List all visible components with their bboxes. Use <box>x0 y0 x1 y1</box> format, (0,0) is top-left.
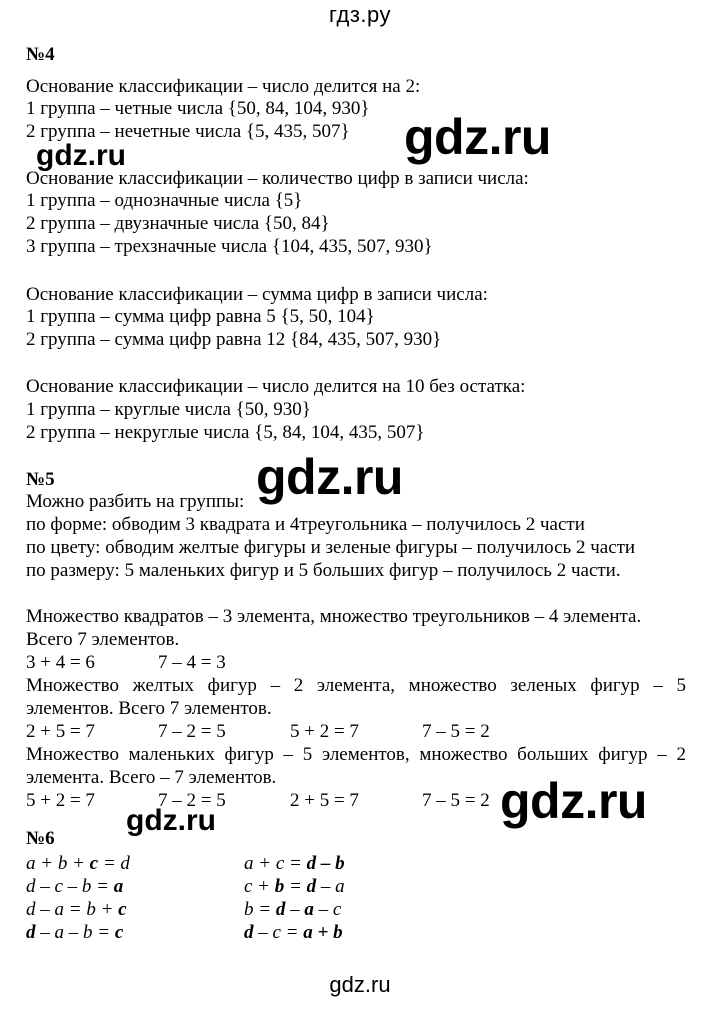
watermark: gdz.ru <box>256 449 403 505</box>
task-4-line: 1 группа – сумма цифр равна 5 {5, 50, 104} <box>26 306 375 327</box>
task-6-title: №6 <box>26 828 55 849</box>
task-5-line: элемента. Всего – 7 элементов. <box>26 767 277 788</box>
equation: 2 + 5 = 7 <box>290 790 359 811</box>
task-4-line: Основание классификации – количество цифр в записи числа: <box>26 168 529 189</box>
formula-left: d – a = b + c <box>26 899 127 920</box>
equation: 7 – 5 = 2 <box>422 790 490 811</box>
site-header: гдз.ру <box>328 2 392 27</box>
equation: 3 + 4 = 6 <box>26 652 95 673</box>
task-4-line: 2 группа – некруглые числа {5, 84, 104, 435, 507} <box>26 422 425 443</box>
watermark: gdz.ru <box>404 109 551 165</box>
task-4-line: Основание классификации – число делится на 10 без остатка: <box>26 376 526 397</box>
watermark: gdz.ru <box>126 804 216 837</box>
task-5-line: Всего 7 элементов. <box>26 629 180 650</box>
equation: 7 – 2 = 5 <box>158 790 226 811</box>
task-5-line: элементов. Всего 7 элементов. <box>26 698 272 719</box>
equation: 7 – 5 = 2 <box>422 721 490 742</box>
formula-left: a + b + c = d <box>26 853 130 874</box>
watermark: gdz.ru <box>36 139 126 172</box>
watermark: gdz.ru <box>500 773 647 829</box>
task-5-title: №5 <box>26 469 55 490</box>
equation: 7 – 4 = 3 <box>158 652 226 673</box>
formula-right: d – c = a + b <box>244 922 343 943</box>
task-5-line: Множество квадратов – 3 элемента, множество треугольников – 4 элемента. <box>26 606 642 627</box>
formula-right: a + c = d – b <box>244 853 345 874</box>
task-4-line: 3 группа – трехзначные числа {104, 435, 507, 930} <box>26 236 433 257</box>
equation: 2 + 5 = 7 <box>26 721 95 742</box>
task-4-title: №4 <box>26 44 55 65</box>
task-4-line: 1 группа – круглые числа {50, 930} <box>26 399 311 420</box>
formula-right: b = d – a – c <box>244 899 342 920</box>
task-4-line: 2 группа – нечетные числа {5, 435, 507} <box>26 121 350 142</box>
equation: 5 + 2 = 7 <box>26 790 95 811</box>
formula-left: d – c – b = a <box>26 876 124 897</box>
equation: 7 – 2 = 5 <box>158 721 226 742</box>
task-5-line: по форме: обводим 3 квадрата и 4треугольника – получилось 2 части <box>26 514 585 535</box>
site-footer: gdz.ru <box>329 972 391 997</box>
equation: 5 + 2 = 7 <box>290 721 359 742</box>
task-4-line: 2 группа – двузначные числа {50, 84} <box>26 213 330 234</box>
task-4-line: Основание классификации – сумма цифр в записи числа: <box>26 284 488 305</box>
task-5-line: по размеру: 5 маленьких фигур и 5 больших фигур – получилось 2 части. <box>26 560 621 581</box>
formula-right: c + b = d – a <box>244 876 345 897</box>
task-4-line: 1 группа – четные числа {50, 84, 104, 930} <box>26 98 370 119</box>
task-4-line: Основание классификации – число делится на 2: <box>26 76 421 97</box>
task-4-line: 1 группа – однозначные числа {5} <box>26 190 303 211</box>
task-4-line: 2 группа – сумма цифр равна 12 {84, 435, 507, 930} <box>26 329 442 350</box>
task-5-line: Множество желтых фигур – 2 элемента, множество зеленых фигур – 5 <box>26 675 686 696</box>
task-5-line: по цвету: обводим желтые фигуры и зеленые фигуры – получилось 2 части <box>26 537 636 558</box>
formula-left: d – a – b = c <box>26 922 124 943</box>
task-5-line: Можно разбить на группы: <box>26 491 245 512</box>
task-5-line: Множество маленьких фигур – 5 элементов, множество больших фигур – 2 <box>26 744 686 765</box>
